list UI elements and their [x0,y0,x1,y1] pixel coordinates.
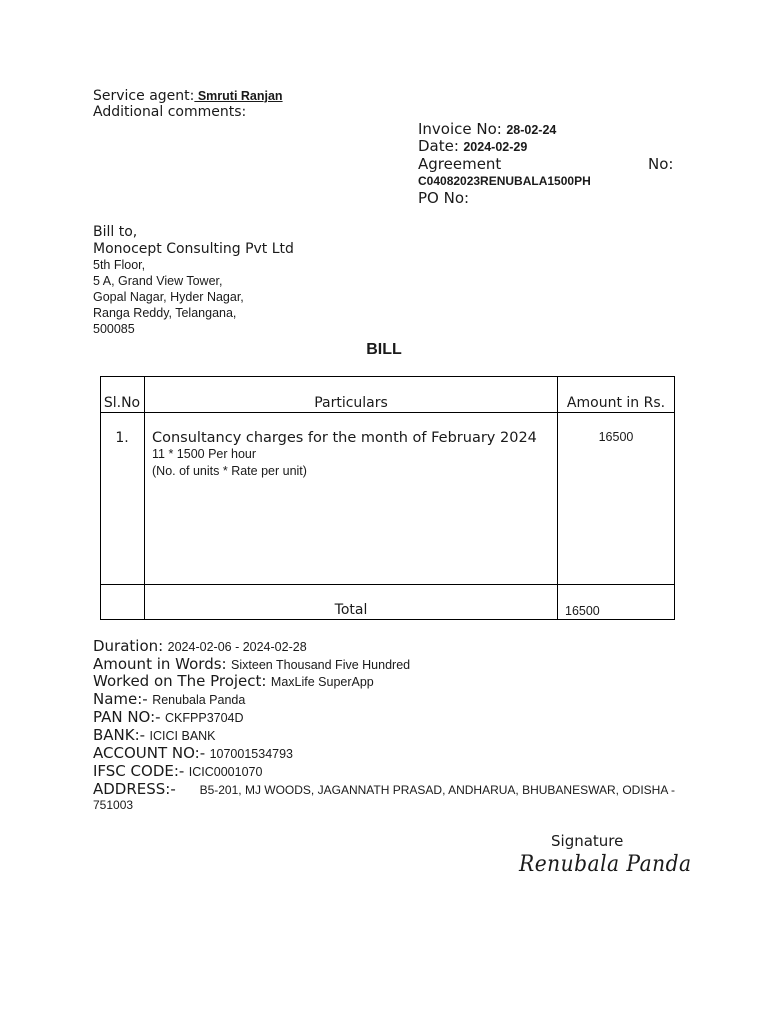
total-value: 16500 [565,604,600,618]
bill-to-address-line: 5th Floor, [93,258,146,272]
agreement-value: C04082023RENUBALA1500PH [418,174,591,188]
account-line [93,744,293,763]
row-sl-no: 1. [115,430,129,446]
table-border-top [100,376,675,377]
signature-label: Signature [551,832,624,850]
bank-line [93,726,216,745]
amount-words-label: Amount in Words: [93,655,227,673]
bank-value: ICICI BANK [149,729,216,743]
address-value-line1: B5-201, MJ WOODS, JAGANNATH PRASAD, ANDHARUA, BHUBANESWAR, ODISHA - [199,783,675,797]
pan-line [93,708,244,727]
bill-to-address-line: Ranga Reddy, Telangana, [93,306,237,320]
duration-line [93,637,307,656]
bill-to-address-line: 5 A, Grand View Tower, [93,274,223,288]
additional-comments-label: Additional comments: [93,104,247,120]
total-label: Total [334,602,368,618]
service-agent-value: Smruti Ranjan [194,89,283,103]
amount-words-value: Sixteen Thousand Five Hundred [231,658,411,672]
account-value: 107001534793 [209,747,294,761]
service-agent-label: Service agent: [93,88,195,104]
row-amount: 16500 [598,430,634,444]
row-detail-formula: (No. of units * Rate per unit) [152,464,307,478]
agreement-no-label: No: [648,155,674,173]
table-header-slno: Sl.No [103,395,141,411]
project-value: MaxLife SuperApp [270,675,374,689]
ifsc-label: IFSC CODE:- [93,762,185,780]
address-line [93,780,675,798]
table-body-divider [100,584,675,585]
bill-to-address-line: 500085 [93,322,135,336]
table-header-particulars: Particulars [314,395,388,411]
po-no-label: PO No: [418,189,470,207]
bill-title: BILL [366,341,402,358]
bank-label: BANK:- [93,726,146,744]
date-label: Date: [418,137,459,155]
bill-to-company: Monocept Consulting Pvt Ltd [93,241,294,257]
address-value-line2: 751003 [93,798,134,812]
duration-label: Duration: [93,637,164,655]
table-border-bottom [100,619,675,620]
date-line [418,137,527,156]
pan-label: PAN NO:- [93,708,161,726]
invoice-no-value: 28-02-24 [506,123,557,137]
table-border-right [674,376,675,620]
ifsc-line [93,762,262,781]
table-header-amount: Amount in Rs. [566,395,666,411]
service-agent-line [93,87,283,105]
table-col-divider [557,376,558,620]
ifsc-value: ICIC0001070 [188,765,263,779]
bill-to-label: Bill to, [93,224,138,240]
handwritten-signature: Renubala Panda [519,852,692,877]
name-line [93,690,245,709]
table-header-divider [100,412,675,413]
project-line [93,672,374,691]
date-value: 2024-02-29 [463,140,528,154]
table-border-left [100,376,101,620]
duration-value: 2024-02-06 - 2024-02-28 [167,640,307,654]
row-detail-rate: 11 * 1500 Per hour [152,447,257,461]
address-label: ADDRESS:- [93,780,176,798]
invoice-no-label: Invoice No: [418,120,502,138]
account-label: ACCOUNT NO:- [93,744,206,762]
project-label: Worked on The Project: [93,672,267,690]
name-value: Renubala Panda [152,693,246,707]
bill-to-address-line: Gopal Nagar, Hyder Nagar, [93,290,244,304]
row-description: Consultancy charges for the month of February 2024 [152,430,537,446]
agreement-label: Agreement [418,155,502,173]
table-col-divider [144,376,145,620]
name-label: Name:- [93,690,148,708]
pan-value: CKFPP3704D [165,711,244,725]
